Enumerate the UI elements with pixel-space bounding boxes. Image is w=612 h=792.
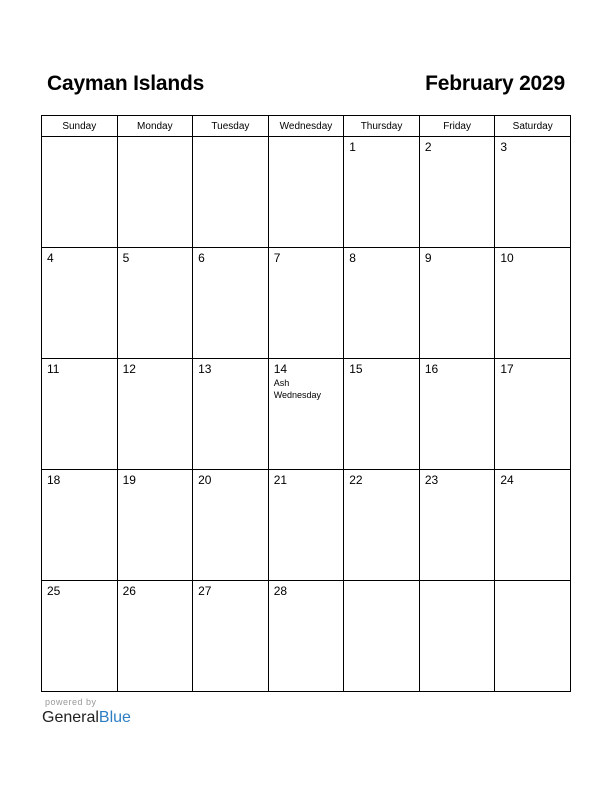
day-cell (268, 137, 344, 248)
day-number: 16 (424, 362, 439, 376)
day-cell (344, 581, 420, 692)
day-number: 17 (500, 362, 514, 376)
day-number: 25 (47, 584, 61, 598)
day-number: 13 (198, 362, 212, 376)
day-number (420, 581, 495, 584)
day-cell (268, 581, 344, 692)
day-number (344, 581, 419, 584)
weekday-header: Saturday (495, 116, 571, 137)
day-cell (495, 470, 571, 581)
day-number: 7 (273, 251, 281, 265)
day-number: 14 (273, 362, 288, 376)
day-number: 24 (500, 473, 514, 487)
day-number (495, 581, 570, 584)
brand-name-part2: Blue (98, 709, 131, 726)
day-number: 5 (122, 251, 130, 265)
day-number: 15 (349, 362, 363, 376)
day-cell (268, 359, 344, 470)
day-cell (193, 470, 269, 581)
day-number: 9 (424, 251, 432, 265)
day-cell (268, 470, 344, 581)
weekday-header: Thursday (344, 116, 420, 137)
day-number: 21 (273, 473, 288, 487)
day-cell (419, 248, 495, 359)
day-number: 4 (47, 251, 54, 265)
day-number (193, 137, 268, 140)
day-number: 6 (198, 251, 205, 265)
calendar-country-title: Cayman Islands (47, 72, 205, 95)
day-number: 18 (47, 473, 61, 487)
day-number: 10 (500, 251, 514, 265)
day-number (118, 137, 193, 140)
day-number: 11 (47, 362, 60, 376)
day-cell (344, 359, 420, 470)
week-row (42, 359, 571, 470)
day-number: 26 (122, 584, 136, 598)
day-number (269, 137, 344, 140)
weekday-header: Tuesday (193, 116, 269, 137)
generalblue-logo[interactable] (42, 708, 131, 728)
day-number: 27 (198, 584, 212, 598)
week-row (42, 137, 571, 248)
day-cell (419, 359, 495, 470)
calendar-month-title: February 2029 (425, 72, 565, 95)
day-cell (344, 137, 420, 248)
calendar-grid (41, 115, 571, 692)
day-cell (193, 581, 269, 692)
day-cell (193, 359, 269, 470)
day-cell (419, 137, 495, 248)
day-cell (193, 137, 269, 248)
day-number: 28 (273, 584, 288, 598)
weekday-header: Monday (117, 116, 193, 137)
day-number: 23 (424, 473, 439, 487)
day-number: 3 (500, 140, 508, 154)
day-cell (495, 248, 571, 359)
day-cell (42, 470, 118, 581)
weekday-header: Friday (419, 116, 495, 137)
weekday-header: Sunday (42, 116, 118, 137)
day-number: 8 (349, 251, 356, 265)
day-cell (42, 581, 118, 692)
week-row (42, 248, 571, 359)
day-cell (419, 581, 495, 692)
holiday-label: Ash Wednesday (273, 378, 322, 400)
day-cell (495, 359, 571, 470)
brand-name-part1: General (42, 709, 99, 726)
day-number: 19 (122, 473, 136, 487)
day-number: 12 (122, 362, 136, 376)
day-cell (42, 359, 118, 470)
weekday-header-row (42, 116, 571, 137)
day-number (42, 137, 117, 140)
day-number: 2 (424, 140, 432, 154)
weekday-header: Wednesday (268, 116, 344, 137)
powered-by-label: powered by (45, 697, 97, 707)
week-row (42, 470, 571, 581)
day-cell (193, 248, 269, 359)
day-cell (344, 470, 420, 581)
day-cell (419, 470, 495, 581)
day-cell (495, 137, 571, 248)
week-row (42, 581, 571, 692)
day-cell (344, 248, 420, 359)
day-cell (117, 248, 193, 359)
day-cell (495, 581, 571, 692)
day-cell (117, 137, 193, 248)
day-number: 22 (349, 473, 363, 487)
day-cell (117, 359, 193, 470)
day-number: 20 (198, 473, 212, 487)
day-cell (117, 581, 193, 692)
day-cell (42, 137, 118, 248)
day-number: 1 (349, 140, 356, 154)
day-cell (268, 248, 344, 359)
day-cell (42, 248, 118, 359)
day-cell (117, 470, 193, 581)
